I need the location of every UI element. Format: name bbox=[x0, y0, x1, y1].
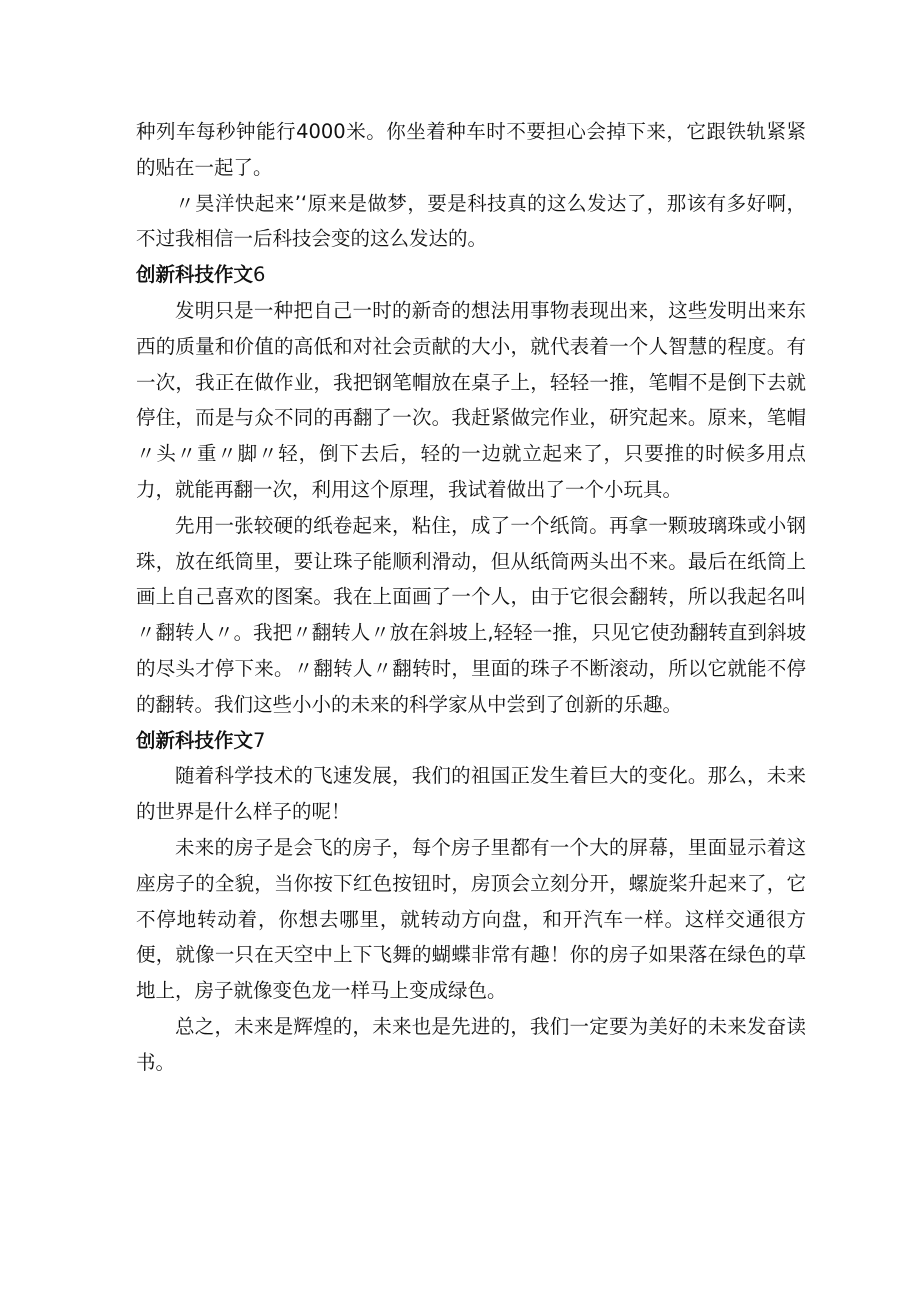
section-heading bbox=[136, 723, 806, 759]
paragraph: 种列车每秒钟能行4000米。你坐着种车时不要担心会掉下来，它跟铁轨紧紧的贴在一起了。 bbox=[136, 120, 806, 179]
paragraph: 总之，未来是辉煌的，未来也是先进的，我们一定要为美好的未来发奋读书。 bbox=[136, 1014, 806, 1074]
section-heading bbox=[136, 257, 806, 293]
paragraph: 未来的房子是会飞的房子，每个房子里都有一个大的屏幕，里面显示着这座房子的全貌，当你按下红色按钮时，房顶会立刻分开，螺旋桨升起来了，它不停地转动着，你想去哪里，就转动方向盘，和开汽车一样。这样交通很方便，就像一只在天空中上下飞舞的蝴蝶非常有趣！你的房子如果落在绿色的草地上，房子就像变色龙一样马上变成绿色。 bbox=[136, 835, 806, 1003]
paragraph: 先用一张较硬的纸卷起来，粘住，成了一个纸筒。再拿一颗玻璃珠或小钢珠，放在纸筒里，要让珠子能顺利滑动，但从纸筒两头出不来。最后在纸筒上画上自己喜欢的图案。我在上面画了一个人，由于它很会翻转，所以我起名叫〃翻转人〃。我把〃翻转人〃放在斜坡上,轻轻一推，只见它使劲翻转直到斜坡的尽头才停下来。〃翻转人〃翻转时，里面的珠子不断滚动，所以它就能不停的翻转。我们这些小小的未来的科学家从中尝到了创新的乐趣。 bbox=[136, 513, 806, 716]
section-heading-number: 7 bbox=[253, 728, 266, 752]
section-heading-title: 创新科技作文 bbox=[136, 263, 254, 287]
paragraph: 发明只是一种把自己一时的新奇的想法用事物表现出来，这些发明出来东西的质量和价值的高低和对社会贡献的大小，就代表着一个人智慧的程度。有一次，我正在做作业，我把钢笔帽放在桌子上，轻轻一推，笔帽不是倒下去就停住，而是与众不同的再翻了一次。我赶紧做完作业，研究起来。原来，笔帽〃头〃重〃脚〃轻，倒下去后，轻的一边就立起来了，只要推的时候多用点力，就能再翻一次，利用这个原理，我试着做出了一个小玩具。 bbox=[136, 298, 806, 501]
section-heading-title: 创新科技作文 bbox=[136, 728, 254, 752]
document-body bbox=[136, 114, 806, 1081]
paragraph: 随着科学技术的飞速发展，我们的祖国正发生着巨大的变化。那么，未来的世界是什么样子的呢！ bbox=[136, 764, 806, 824]
paragraph: 〃昊洋快起来’‘原来是做梦，要是科技真的这么发达了，那该有多好啊，不过我相信一后科技会变的这么发达的。 bbox=[136, 191, 806, 251]
section-heading-number: 6 bbox=[253, 263, 266, 287]
